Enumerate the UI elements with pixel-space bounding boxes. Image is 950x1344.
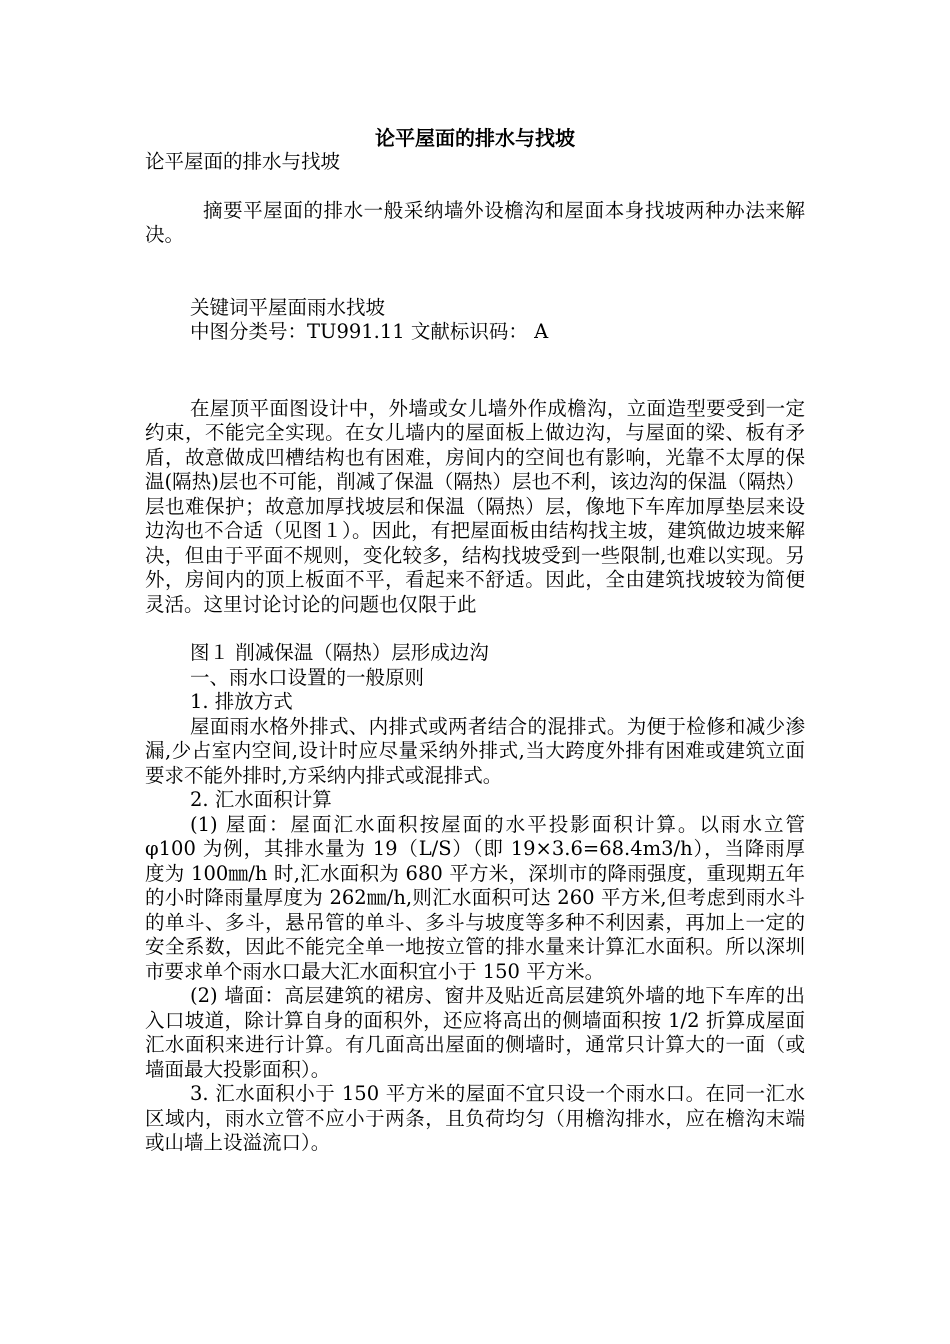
figure-caption: 图１ 削减保温（隔热）层形成边沟 <box>190 641 489 664</box>
document-subtitle: 论平屋面的排水与找坡 <box>145 150 341 173</box>
section-heading: 一、雨水口设置的一般原则 <box>190 665 425 689</box>
item3-paragraph: 3. 汇水面积小于 150 平方米的屋面不宜只设一个雨水口。在同一汇水区域内，雨水立管不应小于两条，且负荷均匀（用檐沟排水，应在檐沟末端或山墙上设溢流口）。 <box>145 1082 805 1154</box>
keywords-line: 关键词平屋面雨水找坡 <box>190 295 386 319</box>
item1-heading: 1. 排放方式 <box>190 690 293 713</box>
spacer <box>145 175 805 199</box>
spacer <box>145 617 805 641</box>
document-body <box>145 150 805 1156</box>
item2-heading: 2. 汇水面积计算 <box>190 788 332 811</box>
item2-wall-paragraph: (2) 墙面：高层建筑的裙房、窗井及贴近高层建筑外墙的地下车库的出入口坡道，除计算自身的面积外，还应将高出的侧墙面积按 1/2 折算成屋面汇水面积来进行计算。有几面高出屋面的侧墙时，通常只计算大的一面（或墙面最大投影面积）。 <box>145 984 805 1081</box>
spacer <box>145 248 805 296</box>
item2-roof-paragraph: (1) 屋面：屋面汇水面积按屋面的水平投影面积计算。以雨水立管 φ100 为例，其排水量为 19（L/S）（即 19×3.6=68.4m3/h），当降雨厚度为 100㎜/h 时,汇水面积为 680 平方米，深圳市的降雨强度，重现期五年的小时降雨量厚度为 262㎜/h,则汇水面积可达 260 平方米,但考虑到雨水斗的单斗、多斗，悬吊管的单斗、多斗与坡度等多种不利因素，再加上一定的安全系数，因此不能完全单一地按立管的排水量来计算汇水面积。所以深圳市要求单个雨水口最大汇水面积宜小于 150 平方米。 <box>145 812 805 983</box>
item1-paragraph: 屋面雨水格外排式、内排式或两者结合的混排式。为便于检修和减少渗漏,少占室内空间,设计时应尽量采纳外排式,当大跨度外排有困难或建筑立面要求不能外排时,方采纳内排式或混排式。 <box>145 714 805 787</box>
document-title: 论平屋面的排水与找坡 <box>375 126 575 150</box>
intro-paragraph: 在屋顶平面图设计中，外墙或女儿墙外作成檐沟，立面造型要受到一定约束，不能完全实现。在女儿墙内的屋面板上做边沟，与屋面的梁、板有矛盾，故意做成凹槽结构也有困难，房间内的空间也有影响，光靠不太厚的保温(隔热)层也不可能，削减了保温（隔热）层也不利，该边沟的保温（隔热）层也难保护；故意加厚找坡层和保温（隔热）层，像地下车库加厚垫层来设边沟也不合适（见图１）。因此，有把屋面板由结构找主坡，建筑做边坡来解决，但由于平面不规则，变化较多，结构找坡受到一些限制,也难以实现。另外，房间内的顶上板面不平，看起来不舒适。因此，全由建筑找坡较为简便灵活。这里讨论讨论的问题也仅限于此 <box>145 396 805 616</box>
classification-line: 中图分类号：TU991.11 文献标识码： A <box>190 320 549 343</box>
spacer <box>145 345 805 397</box>
abstract-paragraph: 摘要平屋面的排水一般采纳墙外设檐沟和屋面本身找坡两种办法来解决。 <box>145 198 805 246</box>
